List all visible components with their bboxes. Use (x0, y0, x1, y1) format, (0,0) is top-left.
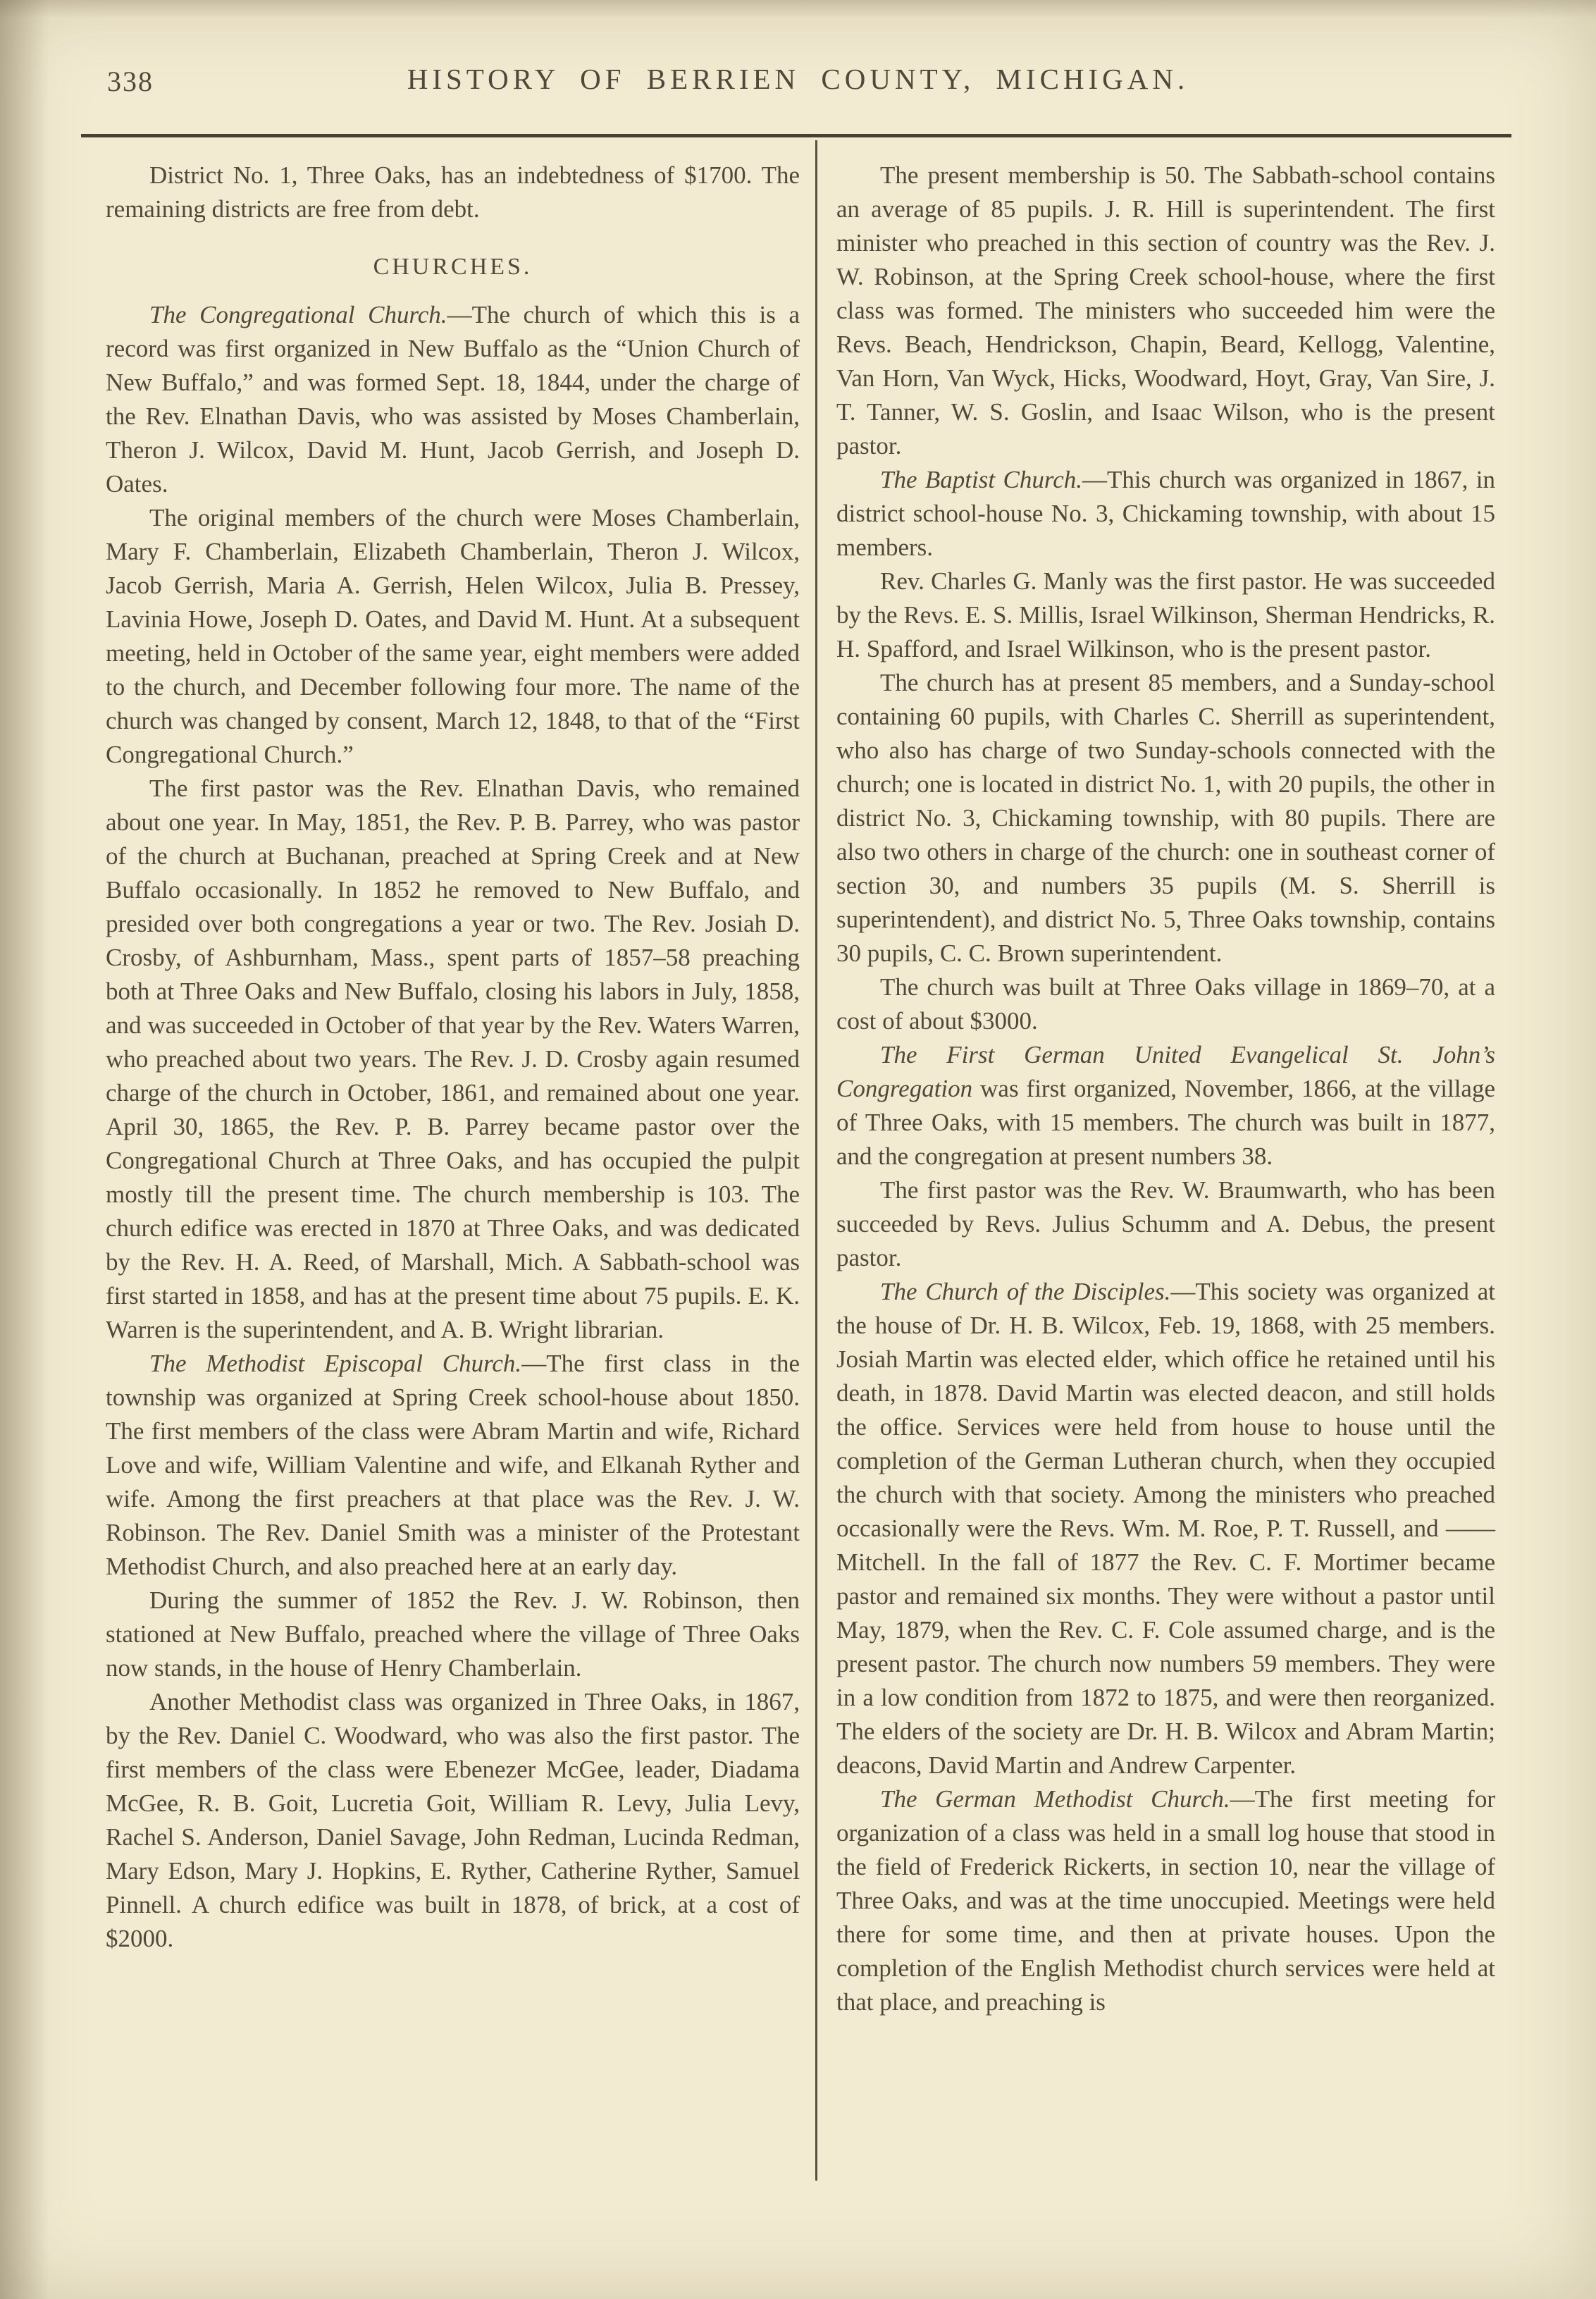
paragraph: During the summer of 1852 the Rev. J. W. Robinson, then stationed at New Buffalo, preached where the village of Three Oaks now stands, in the house of Henry Chamberlain. (106, 1586, 800, 1682)
paragraph: The German Methodist Church.—The first meeting for organization of a class was held in a small log house that stood in the field of Frederick Rickerts, in section 10, near the village of Three Oaks, and was at the time unoccupied. Meetings were held there for some time, and then at private houses. Upon the completion of the English Methodist church services were held at that place, and preaching is (836, 1785, 1495, 2016)
paragraph: The present membership is 50. The Sabbath-school contains an average of 85 pupils. J. R. Hill is superintendent. The first minister who preached in this section of country was the Rev. J. W. Robinson, at the Spring Creek school-house, where the first class was formed. The ministers who succeeded him were the Revs. Beach, Hendrickson, Chapin, Beard, Kellogg, Valentine, Van Horn, Van Wyck, Hicks, Woodward, Hoyt, Gray, Van Sire, J. T. Tanner, W. S. Goslin, and Isaac Wilson, who is the present pastor. (836, 161, 1495, 460)
paragraph-italic-lead: The German Methodist Church. (880, 1785, 1230, 1813)
paragraph: The church has at present 85 members, and a Sunday-school containing 60 pupils, with Charles C. Sherrill as superintendent, who also has charge of two Sunday-schools connected with the church; one is located in district No. 1, with 20 pupils, the other in district No. 3, Chickaming township, with 80 pupils. There are also two others in charge of the church: one in southeast corner of section 30, and numbers 35 pupils (M. S. Sherrill is superintendent), and district No. 5, Three Oaks township, contains 30 pupils, C. C. Brown superintendent. (836, 669, 1495, 967)
running-title: HISTORY OF BERRIEN COUNTY, MICHIGAN. (407, 63, 1189, 95)
paragraph: Another Methodist class was organized in Three Oaks, in 1867, by the Rev. Daniel C. Woodward, who was also the first pastor. The first members of the class were Ebenezer McGee, leader, Diadama McGee, R. B. Goit, Lucretia Goit, William R. Levy, Julia Levy, Rachel S. Anderson, Daniel Savage, John Redman, Lucinda Redman, Mary Edson, Mary J. Hopkins, E. Ryther, Catherine Ryther, Samuel Pinnell. A church edifice was built in 1878, of brick, at a cost of $2000. (106, 1688, 800, 1952)
header-rule (81, 134, 1511, 137)
paragraph: Rev. Charles G. Manly was the first pastor. He was succeeded by the Revs. E. S. Millis, Israel Wilkinson, Sherman Hendricks, R. H. Spafford, and Israel Wilkinson, who is the present pastor. (836, 567, 1495, 662)
paragraph-italic-lead: The Congregational Church. (149, 301, 447, 328)
paragraph-italic-lead: The Church of the Disciples. (880, 1278, 1171, 1305)
paragraph-italic-lead: The First German United Evangelical St. John’s Congregation (836, 1041, 1495, 1102)
left-column (106, 159, 800, 1956)
paragraph: The Methodist Episcopal Church.—The first class in the township was organized at Spring Creek school-house about 1850. The first members of the class were Abram Martin and wife, Richard Love and wife, William Valentine and wife, and Elkanah Ryther and wife. Among the first preachers at that place was the Rev. J. W. Robinson. The Rev. Daniel Smith was a minister of the Protestant Methodist Church, and also preached here at an early day. (106, 1350, 800, 1580)
page-gutter-shadow (0, 0, 49, 2299)
paragraph: The original members of the church were Moses Chamberlain, Mary F. Chamberlain, Elizabeth Chamberlain, Theron J. Wilcox, Jacob Gerrish, Maria A. Gerrish, Helen Wilcox, Julia B. Pressey, Lavinia Howe, Joseph D. Oates, and David M. Hunt. At a subsequent meeting, held in October of the same year, eight members were added to the church, and December following four more. The name of the church was changed by consent, March 12, 1848, to that of the “First Congregational Church.” (106, 504, 800, 768)
paragraph-italic-lead: The Methodist Episcopal Church. (149, 1350, 522, 1377)
paragraph: The Church of the Disciples.—This society was organized at the house of Dr. H. B. Wilcox, Feb. 19, 1868, with 25 members. Josiah Martin was elected elder, which office he retained until his death, in 1878. David Martin was elected deacon, and still holds the office. Services were held from house to house until the completion of the German Lutheran church, when they occupied the church with that society. Among the ministers who preached occasionally were the Revs. Wm. M. Roe, P. T. Russell, and —— Mitchell. In the fall of 1877 the Rev. C. F. Mortimer became pastor and remained six months. They were without a pastor until May, 1879, when the Rev. C. F. Cole assumed charge, and is the present pastor. The church now numbers 59 members. They were in a low condition from 1872 to 1875, and were then reorganized. The elders of the society are Dr. H. B. Wilcox and Abram Martin; deacons, David Martin and Andrew Carpenter. (836, 1278, 1495, 1779)
paragraph: The first pastor was the Rev. Elnathan Davis, who remained about one year. In May, 1851, the Rev. P. B. Parrey, who was pastor of the church at Buchanan, preached at Spring Creek and at New Buffalo occasionally. In 1852 he removed to New Buffalo, and presided over both congregations a year or two. The Rev. Josiah D. Crosby, of Ashburnham, Mass., spent parts of 1857–58 preaching both at Three Oaks and New Buffalo, closing his labors in July, 1858, and was succeeded in October of that year by the Rev. Waters Warren, who preached about two years. The Rev. J. D. Crosby again resumed charge of the church in October, 1861, and remained about one year. April 30, 1865, the Rev. P. B. Parrey became pastor over the Congregational Church at Three Oaks, and has occupied the pulpit mostly till the present time. The church membership is 103. The church edifice was erected in 1870 at Three Oaks, and was dedicated by the Rev. H. A. Reed, of Marshall, Mich. A Sabbath-school was first started in 1858, and has at the present time about 75 pupils. E. K. Warren is the superintendent, and A. B. Wright librarian. (106, 775, 800, 1343)
right-column (836, 159, 1495, 2019)
page-number: 338 (107, 66, 154, 97)
paragraph: The Baptist Church.—This church was organized in 1867, in district school-house No. 3, Chickaming township, with about 15 members. (836, 466, 1495, 561)
column-divider (815, 140, 817, 2181)
paragraph: The church was built at Three Oaks village in 1869–70, at a cost of about $3000. (836, 973, 1495, 1035)
paragraph: The Congregational Church.—The church of which this is a record was first organized in New Buffalo as the “Union Church of New Buffalo,” and was formed Sept. 18, 1844, under the charge of the Rev. Elnathan Davis, who was assisted by Moses Chamberlain, Theron J. Wilcox, David M. Hunt, Jacob Gerrish, and Joseph D. Oates. (106, 301, 800, 498)
paragraph: The first pastor was the Rev. W. Braumwarth, who has been succeeded by Revs. Julius Schumm and A. Debus, the present pastor. (836, 1176, 1495, 1271)
section-heading: CHURCHES. (373, 254, 533, 280)
text-columns (106, 159, 1596, 2181)
paragraph-italic-lead: The Baptist Church. (880, 466, 1082, 493)
paragraph: District No. 1, Three Oaks, has an indebtedness of $1700. The remaining districts are free from debt. (106, 161, 800, 223)
page-header (0, 0, 1596, 113)
paragraph: The First German United Evangelical St. John’s Congregation was first organized, November, 1866, at the village of Three Oaks, with 15 members. The church was built in 1877, and the congregation at present numbers 38. (836, 1041, 1495, 1170)
